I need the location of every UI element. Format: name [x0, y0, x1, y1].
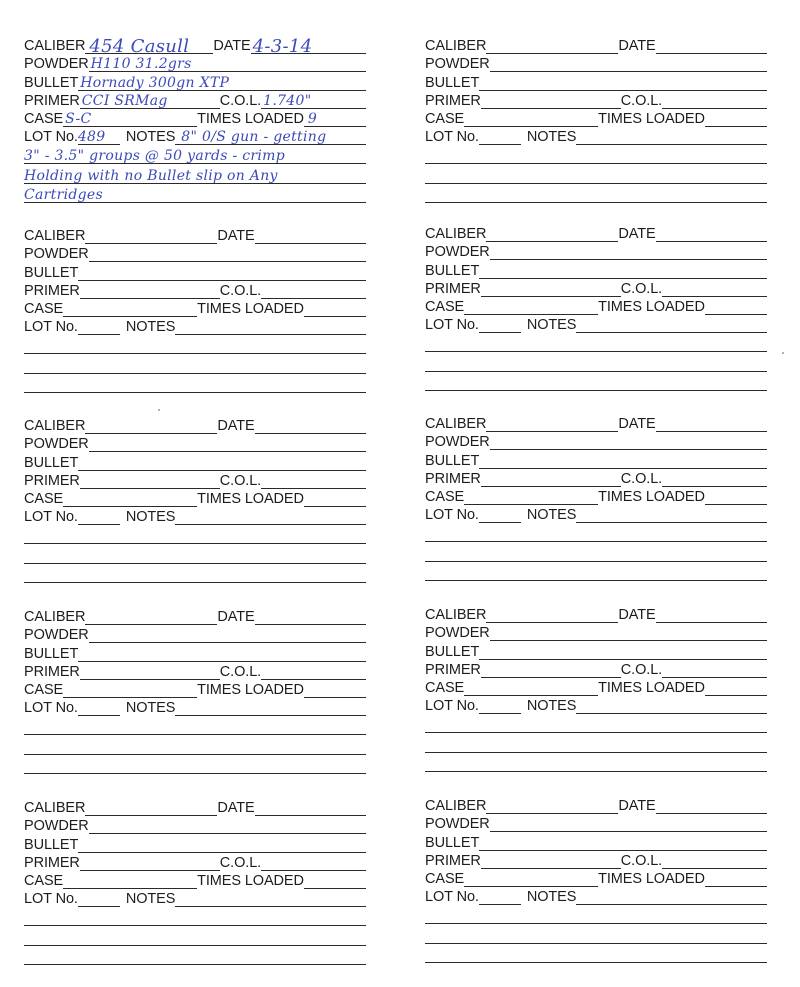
powder-field[interactable] — [89, 627, 366, 643]
notes-label: NOTES — [526, 507, 577, 524]
log-card-6 — [425, 414, 767, 581]
notes-line[interactable] — [24, 946, 366, 965]
notes-line[interactable] — [425, 352, 767, 371]
lot-label: LOT No. — [425, 698, 479, 715]
notes-line[interactable] — [425, 714, 767, 733]
date-value: 4-3-14 — [252, 36, 313, 58]
case-field[interactable] — [464, 489, 598, 505]
col-field[interactable] — [261, 283, 366, 299]
primer-field[interactable] — [80, 664, 220, 680]
primer-label: PRIMER — [425, 661, 481, 678]
col-label: C.O.L. — [620, 92, 663, 109]
col-field[interactable] — [662, 853, 767, 869]
col-label: C.O.L. — [219, 663, 262, 680]
notes-line[interactable] — [425, 542, 767, 561]
caliber-row — [24, 36, 366, 58]
case-value: S-C — [65, 110, 92, 127]
date-field[interactable] — [255, 800, 366, 816]
col-field[interactable] — [261, 664, 366, 680]
case-row — [24, 109, 366, 127]
powder-label: POWDER — [425, 244, 490, 261]
powder-field[interactable] — [490, 56, 767, 72]
caliber-field[interactable] — [486, 416, 618, 432]
date-field[interactable] — [255, 228, 366, 244]
caliber-field[interactable] — [85, 36, 213, 58]
times-loaded-field[interactable] — [705, 489, 767, 505]
notes-line[interactable] — [24, 525, 366, 544]
case-label: CASE — [24, 872, 64, 889]
lot-label: LOT No. — [425, 129, 479, 146]
col-label: C.O.L. — [219, 92, 262, 109]
times-loaded-label: TIMES LOADED — [598, 110, 705, 127]
caliber-field[interactable] — [486, 798, 618, 814]
notes-line[interactable] — [425, 733, 767, 752]
notes-label: NOTES — [526, 317, 577, 334]
col-field[interactable] — [662, 93, 767, 109]
notes-line[interactable] — [425, 184, 767, 203]
caliber-label: CALIBER — [24, 609, 86, 626]
date-field[interactable] — [656, 798, 767, 814]
notes-label: NOTES — [526, 889, 577, 906]
notes-field[interactable] — [576, 317, 767, 333]
date-label: DATE — [618, 416, 656, 433]
log-card-9 — [24, 798, 366, 965]
primer-field[interactable] — [481, 93, 621, 109]
case-field[interactable] — [464, 871, 598, 887]
notes-line[interactable] — [425, 523, 767, 542]
case-field[interactable] — [63, 682, 197, 698]
bullet-field[interactable] — [479, 453, 767, 469]
notes-label: NOTES — [125, 891, 176, 908]
primer-field[interactable] — [80, 855, 220, 871]
powder-field[interactable] — [89, 246, 366, 262]
bullet-field[interactable] — [78, 455, 366, 471]
notes-field[interactable] — [175, 509, 366, 525]
times-loaded-label: TIMES LOADED — [197, 300, 304, 317]
primer-field[interactable] — [481, 853, 621, 869]
primer-field[interactable] — [481, 471, 621, 487]
notes-label: NOTES — [125, 509, 176, 526]
lot-label: LOT No. — [425, 889, 479, 906]
primer-label: PRIMER — [425, 280, 481, 297]
primer-label: PRIMER — [24, 92, 80, 109]
caliber-field[interactable] — [486, 226, 618, 242]
lot-field[interactable] — [479, 698, 521, 714]
primer-field[interactable] — [481, 662, 621, 678]
times-loaded-field[interactable] — [304, 491, 366, 507]
case-label: CASE — [425, 488, 465, 505]
bullet-label: BULLET — [425, 834, 480, 851]
log-card-2 — [425, 36, 767, 203]
powder-field[interactable] — [490, 816, 767, 832]
notes-line[interactable] — [425, 944, 767, 963]
date-label: DATE — [217, 800, 255, 817]
col-label: C.O.L. — [219, 472, 262, 489]
case-label: CASE — [24, 110, 64, 127]
notes-line-text: Holding with no Bullet slip on Any — [24, 167, 278, 184]
bullet-label: BULLET — [425, 74, 480, 91]
col-field[interactable] — [662, 662, 767, 678]
bullet-label: BULLET — [425, 643, 480, 660]
notes-field[interactable] — [576, 698, 767, 714]
powder-value: H110 31.2grs — [90, 56, 192, 73]
bullet-field[interactable] — [479, 263, 767, 279]
notes-line[interactable] — [24, 354, 366, 373]
case-field[interactable] — [63, 111, 197, 127]
times-loaded-label: TIMES LOADED — [197, 872, 304, 889]
caliber-field[interactable] — [85, 800, 217, 816]
notes-line[interactable] — [425, 562, 767, 581]
caliber-label: CALIBER — [24, 418, 86, 435]
caliber-label: CALIBER — [425, 226, 487, 243]
notes-field[interactable] — [576, 129, 767, 145]
case-label: CASE — [24, 300, 64, 317]
notes-line[interactable] — [24, 926, 366, 945]
lot-field[interactable] — [479, 129, 521, 145]
times-loaded-label: TIMES LOADED — [598, 679, 705, 696]
notes-field[interactable] — [175, 129, 366, 145]
log-card-8 — [425, 605, 767, 772]
lot-field[interactable] — [78, 891, 120, 907]
bullet-field[interactable] — [78, 646, 366, 662]
times-loaded-field[interactable] — [705, 871, 767, 887]
primer-field[interactable] — [80, 93, 220, 109]
caliber-label: CALIBER — [425, 607, 487, 624]
times-loaded-label: TIMES LOADED — [197, 681, 304, 698]
notes-line[interactable] — [425, 145, 767, 164]
caliber-field[interactable] — [85, 228, 217, 244]
lot-field[interactable] — [78, 509, 120, 525]
lot-field[interactable] — [78, 319, 120, 335]
case-label: CASE — [425, 870, 465, 887]
primer-value: CCI SRMag — [81, 92, 168, 109]
date-field[interactable] — [255, 418, 366, 434]
log-card-7 — [24, 607, 366, 774]
date-label: DATE — [618, 38, 656, 55]
times-loaded-label: TIMES LOADED — [598, 298, 705, 315]
bullet-value: Hornady 300gn XTP — [80, 74, 230, 91]
caliber-value: 454 Casull — [89, 36, 190, 58]
lot-field[interactable] — [78, 700, 120, 716]
notes-field[interactable] — [175, 319, 366, 335]
log-card-5 — [24, 416, 366, 583]
bullet-label: BULLET — [24, 836, 79, 853]
log-card-3 — [24, 226, 366, 393]
date-field[interactable] — [656, 416, 767, 432]
col-field[interactable] — [662, 281, 767, 297]
bullet-label: BULLET — [425, 452, 480, 469]
caliber-label: CALIBER — [425, 416, 487, 433]
case-label: CASE — [425, 110, 465, 127]
case-field[interactable] — [464, 680, 598, 696]
notes-label: NOTES — [125, 700, 176, 717]
notes-line[interactable] — [425, 753, 767, 772]
case-field[interactable] — [63, 301, 197, 317]
notes-line[interactable] — [425, 372, 767, 391]
bullet-label: BULLET — [24, 264, 79, 281]
date-field[interactable] — [656, 226, 767, 242]
powder-label: POWDER — [24, 627, 89, 644]
powder-label: POWDER — [24, 818, 89, 835]
col-label: C.O.L. — [620, 280, 663, 297]
powder-label: POWDER — [425, 56, 490, 73]
primer-field[interactable] — [481, 281, 621, 297]
lot-field[interactable] — [479, 507, 521, 523]
primer-label: PRIMER — [425, 470, 481, 487]
primer-row — [24, 91, 366, 109]
powder-label: POWDER — [24, 436, 89, 453]
caliber-label: CALIBER — [425, 38, 487, 55]
bullet-label: BULLET — [24, 74, 79, 91]
scan-speck — [782, 352, 784, 354]
powder-field[interactable] — [89, 56, 366, 72]
lot-label: LOT No. — [425, 317, 479, 334]
date-label: DATE — [217, 609, 255, 626]
notes-line[interactable] — [425, 905, 767, 924]
date-label: DATE — [618, 607, 656, 624]
powder-row — [24, 54, 366, 72]
lot-field[interactable] — [479, 889, 521, 905]
date-field[interactable] — [656, 38, 767, 54]
notes-line[interactable] — [24, 755, 366, 774]
notes-line[interactable] — [24, 335, 366, 354]
date-label: DATE — [217, 418, 255, 435]
notes-line[interactable] — [425, 164, 767, 183]
lot-label: LOT No. — [24, 509, 78, 526]
notes-label: NOTES — [526, 698, 577, 715]
powder-field[interactable] — [490, 434, 767, 450]
bullet-field[interactable] — [479, 644, 767, 660]
lot-label: LOT No. — [24, 891, 78, 908]
powder-field[interactable] — [490, 244, 767, 260]
lot-field[interactable] — [479, 317, 521, 333]
lot-label: LOT No. — [24, 129, 78, 146]
notes-line[interactable] — [24, 374, 366, 393]
col-label: C.O.L. — [620, 852, 663, 869]
times-loaded-field[interactable] — [705, 111, 767, 127]
times-loaded-field[interactable] — [304, 682, 366, 698]
notes-value: 8" 0/S gun - getting — [181, 129, 327, 146]
case-field[interactable] — [464, 299, 598, 315]
notes-field[interactable] — [576, 889, 767, 905]
bullet-label: BULLET — [425, 262, 480, 279]
notes-field[interactable] — [175, 700, 366, 716]
times-loaded-label: TIMES LOADED — [197, 110, 304, 127]
caliber-field[interactable] — [85, 418, 217, 434]
bullet-field[interactable] — [479, 835, 767, 851]
col-label: C.O.L. — [620, 661, 663, 678]
caliber-field[interactable] — [486, 607, 618, 623]
date-label: DATE — [217, 228, 255, 245]
times-loaded-value: 9 — [307, 110, 318, 127]
powder-field[interactable] — [89, 818, 366, 834]
lot-value: 489 — [77, 129, 106, 146]
notes-line-text: 3" - 3.5" groups @ 50 yards - crimp — [24, 148, 286, 165]
notes-line[interactable] — [24, 164, 366, 183]
powder-label: POWDER — [425, 625, 490, 642]
case-label: CASE — [24, 490, 64, 507]
notes-label: NOTES — [125, 319, 176, 336]
col-field[interactable] — [261, 855, 366, 871]
col-field[interactable] — [662, 471, 767, 487]
primer-label: PRIMER — [24, 472, 80, 489]
scan-speck — [158, 409, 160, 411]
col-label: C.O.L. — [219, 282, 262, 299]
caliber-field[interactable] — [85, 609, 217, 625]
date-label: DATE — [213, 38, 251, 55]
notes-line[interactable] — [24, 564, 366, 583]
bullet-label: BULLET — [24, 645, 79, 662]
lot-label: LOT No. — [24, 700, 78, 717]
notes-label: NOTES — [125, 129, 176, 146]
lot-label: LOT No. — [425, 507, 479, 524]
bullet-row — [24, 72, 366, 90]
col-label: C.O.L. — [620, 470, 663, 487]
case-label: CASE — [24, 681, 64, 698]
notes-line[interactable] — [24, 544, 366, 563]
notes-line-text: Cartridges — [24, 186, 103, 203]
case-label: CASE — [425, 298, 465, 315]
log-card-1 — [24, 36, 366, 203]
primer-field[interactable] — [80, 473, 220, 489]
times-loaded-field[interactable] — [705, 299, 767, 315]
powder-field[interactable] — [490, 625, 767, 641]
times-loaded-field[interactable] — [304, 873, 366, 889]
primer-label: PRIMER — [425, 92, 481, 109]
powder-label: POWDER — [24, 246, 89, 263]
lot-label: LOT No. — [24, 319, 78, 336]
notes-line[interactable] — [24, 735, 366, 754]
notes-label: NOTES — [526, 129, 577, 146]
log-card-4 — [425, 224, 767, 391]
primer-label: PRIMER — [425, 852, 481, 869]
caliber-label: CALIBER — [24, 228, 86, 245]
bullet-field[interactable] — [78, 265, 366, 281]
caliber-label: CALIBER — [24, 800, 86, 817]
times-loaded-label: TIMES LOADED — [598, 488, 705, 505]
case-field[interactable] — [63, 873, 197, 889]
notes-line[interactable] — [425, 333, 767, 352]
times-loaded-field[interactable] — [705, 680, 767, 696]
times-loaded-field[interactable] — [304, 111, 366, 127]
times-loaded-field[interactable] — [304, 301, 366, 317]
date-field[interactable] — [255, 609, 366, 625]
col-field[interactable] — [261, 473, 366, 489]
col-label: C.O.L. — [219, 854, 262, 871]
notes-line[interactable] — [24, 145, 366, 164]
powder-label: POWDER — [24, 56, 89, 73]
notes-field[interactable] — [576, 507, 767, 523]
caliber-field[interactable] — [486, 38, 618, 54]
caliber-label: CALIBER — [24, 38, 86, 55]
bullet-label: BULLET — [24, 454, 79, 471]
bullet-field[interactable] — [479, 75, 767, 91]
powder-label: POWDER — [425, 434, 490, 451]
primer-label: PRIMER — [24, 663, 80, 680]
date-field[interactable] — [656, 607, 767, 623]
times-loaded-label: TIMES LOADED — [598, 870, 705, 887]
notes-line[interactable] — [24, 907, 366, 926]
notes-field[interactable] — [175, 891, 366, 907]
bullet-field[interactable] — [78, 75, 366, 91]
col-value: 1.740" — [263, 92, 312, 109]
notes-line[interactable] — [24, 184, 366, 203]
powder-field[interactable] — [89, 436, 366, 452]
lot-field[interactable] — [78, 129, 120, 145]
times-loaded-label: TIMES LOADED — [197, 490, 304, 507]
primer-label: PRIMER — [24, 282, 80, 299]
bullet-field[interactable] — [78, 837, 366, 853]
case-label: CASE — [425, 679, 465, 696]
lot-notes-row — [24, 127, 366, 145]
date-label: DATE — [618, 226, 656, 243]
log-card-10 — [425, 796, 767, 963]
notes-line[interactable] — [425, 924, 767, 943]
case-field[interactable] — [464, 111, 598, 127]
primer-label: PRIMER — [24, 854, 80, 871]
col-field[interactable] — [261, 93, 366, 109]
date-label: DATE — [618, 798, 656, 815]
case-field[interactable] — [63, 491, 197, 507]
primer-field[interactable] — [80, 283, 220, 299]
powder-label: POWDER — [425, 816, 490, 833]
caliber-label: CALIBER — [425, 798, 487, 815]
notes-line[interactable] — [24, 716, 366, 735]
date-field[interactable] — [251, 36, 366, 58]
